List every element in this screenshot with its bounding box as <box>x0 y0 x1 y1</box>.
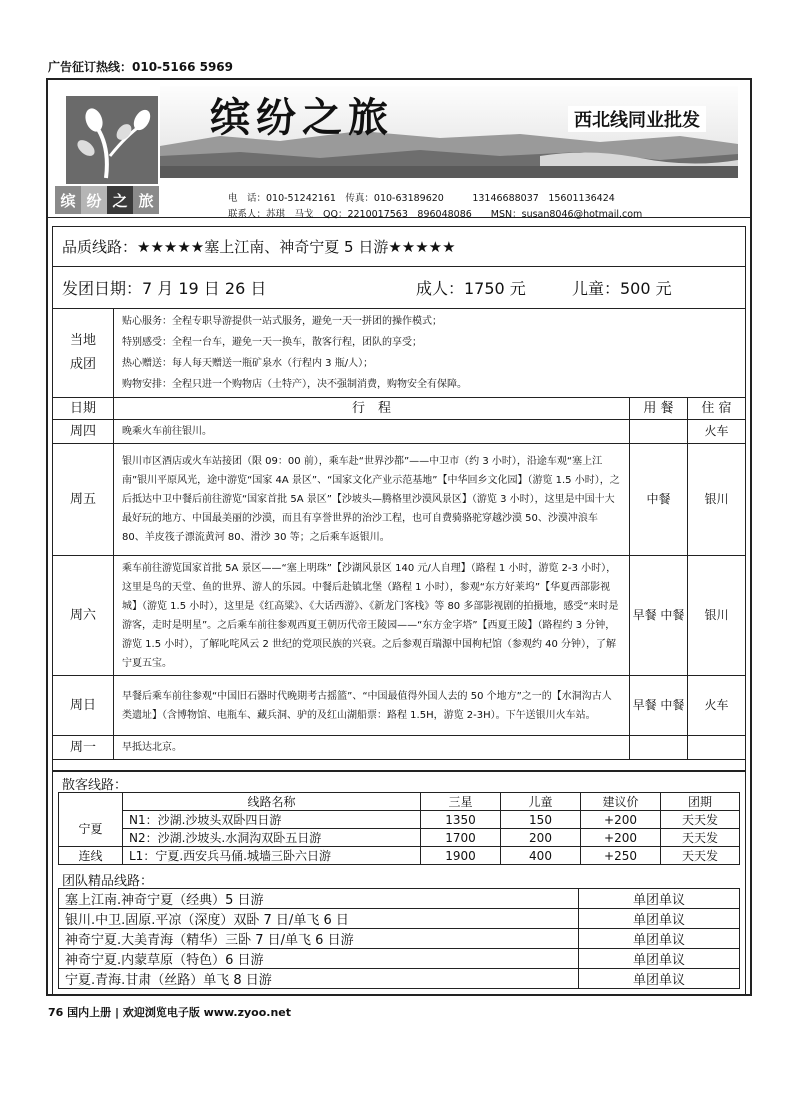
meal <box>630 420 688 444</box>
group-route-name: 神奇宁夏.大美青海（精华）三卧 7 日/单飞 6 日游 <box>59 929 579 949</box>
local-label: 当地 成团 <box>53 309 114 398</box>
route-price: +200 <box>581 811 661 829</box>
schedule-row <box>53 444 746 556</box>
group-route-price: 单团单议 <box>579 969 740 989</box>
meal <box>630 736 688 760</box>
group-route-price: 单团单议 <box>579 909 740 929</box>
stay: 火车 <box>688 420 746 444</box>
header-meal: 用 餐 <box>630 398 688 420</box>
group-route-row <box>59 969 740 989</box>
logo-char: 纷 <box>81 186 107 214</box>
group-route-row <box>59 949 740 969</box>
quality-route: 品质线路：★★★★★塞上江南、神奇宁夏 5 日游★★★★★ <box>62 238 456 256</box>
service-line: 购物安排：全程只进一个购物店（土特产），决不强制消费，购物安全有保障。 <box>122 379 467 390</box>
group-route-name: 银川.中卫.固原.平凉（深度）双卧 7 日/单飞 6 日 <box>59 909 579 929</box>
group-cell <box>59 793 123 811</box>
header-date: 日期 <box>53 398 114 420</box>
day: 周日 <box>53 676 114 736</box>
header-route: 线路名称 <box>123 793 421 811</box>
route-3star: 1350 <box>421 811 501 829</box>
itinerary: 早餐后乘车前往参观“中国旧石器时代晚期考古摇篮”、“中国最值得外国人去的 50 个地方”之一的【水洞沟古人类遗址】（含博物馆、电瓶车、藏兵洞、驴的及红山湖船票：路程 1.5H，游览 2-3H）。下午送银川火车站。 <box>114 676 630 736</box>
logo-text <box>55 186 159 214</box>
route-price: +200 <box>581 829 661 847</box>
local-row <box>53 309 746 398</box>
group-route-row <box>59 909 740 929</box>
schedule-row <box>53 676 746 736</box>
bulk-route-row <box>59 847 740 865</box>
day: 周六 <box>53 556 114 676</box>
header-stay: 住 宿 <box>688 398 746 420</box>
service-line: 热心赠送：每人每天赠送一瓶矿泉水（行程内 3 瓶/人）； <box>122 358 374 369</box>
bulk-route-row <box>59 811 740 829</box>
group-link: 连线 <box>59 847 123 865</box>
logo-char: 缤 <box>55 186 81 214</box>
bulk-route-row <box>59 829 740 847</box>
schedule-row <box>53 556 746 676</box>
route-price: +250 <box>581 847 661 865</box>
schedule-table <box>52 308 746 760</box>
stay: 火车 <box>688 676 746 736</box>
route-3star: 1700 <box>421 829 501 847</box>
bulk-title: 散客线路： <box>62 778 128 793</box>
header-child: 儿童 <box>501 793 581 811</box>
brand-slogan: 西北线同业批发 <box>568 106 706 132</box>
brand-title: 缤纷之旅 <box>210 94 394 141</box>
divider <box>52 266 746 267</box>
route-3star: 1900 <box>421 847 501 865</box>
route-child: 150 <box>501 811 581 829</box>
day: 周四 <box>53 420 114 444</box>
itinerary: 早抵达北京。 <box>114 736 630 760</box>
header-period: 团期 <box>661 793 740 811</box>
logo-char: 之 <box>107 186 133 214</box>
route-child: 400 <box>501 847 581 865</box>
itinerary: 银川市区酒店或火车站接团（限 09：00 前），乘车赴“世界沙都”——中卫市（约 3 小时），沿途车观“塞上江南”银川平原风光，途中游览“国家 4A 景区”、“国家文化产业示范基地”【中华回乡文化园】（游览 1.5 小时），之后抵达中卫中餐后前往游览“国家首批 5A 景区”【沙坡头—腾格里沙漠风景区】（游览 3 小时），这里是中国十大最好玩的地方、中国最美丽的沙漠，而且有享誉世界的治沙工程，也可自费骑骆驼穿越沙漠 50、沙漠冲浪车 80、羊皮筏子漂流黄河 80、滑沙 30 等；之后乘车返银川。 <box>114 444 630 556</box>
route-period: 天天发 <box>661 847 740 865</box>
day: 周一 <box>53 736 114 760</box>
adult-price: 成人：1750 元 <box>416 279 526 298</box>
group-route-price: 单团单议 <box>579 929 740 949</box>
service-line: 特别感受：全程一台车，避免一天一换车，散客行程，团队的享受； <box>122 337 422 348</box>
bulk-routes-table <box>58 792 740 865</box>
group-title: 团队精品线路： <box>62 874 154 889</box>
group-route-row <box>59 889 740 909</box>
group-routes-table <box>58 888 740 989</box>
schedule-row <box>53 736 746 760</box>
header-itinerary: 行 程 <box>114 398 630 420</box>
schedule-header <box>53 398 746 420</box>
contact-line-2: 联系人：苏琪 马戈 QQ：2210017563 896048086 MSN：susan8046@hotmail.com <box>228 209 643 220</box>
ad-hotline: 广告征订热线：010-5166 5969 <box>48 60 234 74</box>
group-route-row <box>59 929 740 949</box>
route-period: 天天发 <box>661 829 740 847</box>
group-route-name: 塞上江南.神奇宁夏（经典）5 日游 <box>59 889 579 909</box>
stay <box>688 736 746 760</box>
route-name: L1：宁夏.西安兵马俑.城墙三卧六日游 <box>123 847 421 865</box>
service-line: 贴心服务：全程专职导游提供一站式服务，避免一天一拼团的操作模式； <box>122 316 442 327</box>
stay: 银川 <box>688 556 746 676</box>
departure-dates: 发团日期：7 月 19 日 26 日 <box>62 279 267 298</box>
contact-line-1: 电 话：010-51242161 传真：010-63189620 13146688037 15601136424 <box>228 193 615 204</box>
group-route-price: 单团单议 <box>579 889 740 909</box>
route-name: N1：沙湖.沙坡头双卧四日游 <box>123 811 421 829</box>
child-price: 儿童：500 元 <box>572 279 672 298</box>
meal: 中餐 <box>630 444 688 556</box>
itinerary: 乘车前往游览国家首批 5A 景区——“塞上明珠”【沙湖风景区 140 元/人自理】（路程 1 小时，游览 2-3 小时），这里是鸟的天堂、鱼的世界、游人的乐园。中餐后赴镇北堡（路程 1 小时），参观“东方好莱坞”【华夏西部影视城】（游览 1.5 小时），这里是《红高粱》、《大话西游》、《新龙门客栈》等 80 多部影视剧的拍摄地，感受“来时是游客，走时是明星”。之后乘车前往参观西夏王朝历代帝王陵园——“东方金字塔”【西夏王陵】（路程约 3 分钟，游览 1.5 小时），了解叱咤风云 2 世纪的党项民族的兴衰。之后参观百瑞源中国枸杞馆（参观约 40 分钟），了解宁夏五宝。 <box>114 556 630 676</box>
schedule-row <box>53 420 746 444</box>
group-route-name: 宁夏.青海.甘肃（丝路）单飞 8 日游 <box>59 969 579 989</box>
meal: 早餐 中餐 <box>630 556 688 676</box>
route-child: 200 <box>501 829 581 847</box>
meal: 早餐 中餐 <box>630 676 688 736</box>
logo-char: 旅 <box>133 186 159 214</box>
group-route-price: 单团单议 <box>579 949 740 969</box>
group-route-name: 神奇宁夏.内蒙草原（特色）6 日游 <box>59 949 579 969</box>
tree-icon <box>66 96 158 184</box>
header-price: 建议价 <box>581 793 661 811</box>
local-services <box>114 309 746 398</box>
route-name: N2：沙湖.沙坡头.水洞沟双卧五日游 <box>123 829 421 847</box>
route-period: 天天发 <box>661 811 740 829</box>
page-footer: 76 国内上册 | 欢迎浏览电子版 www.zyoo.net <box>48 1006 292 1019</box>
logo-image <box>66 96 158 184</box>
stay: 银川 <box>688 444 746 556</box>
bulk-header <box>59 793 740 811</box>
header-3star: 三星 <box>421 793 501 811</box>
group-ningxia: 宁夏 <box>59 811 123 847</box>
itinerary: 晚乘火车前往银川。 <box>114 420 630 444</box>
day: 周五 <box>53 444 114 556</box>
